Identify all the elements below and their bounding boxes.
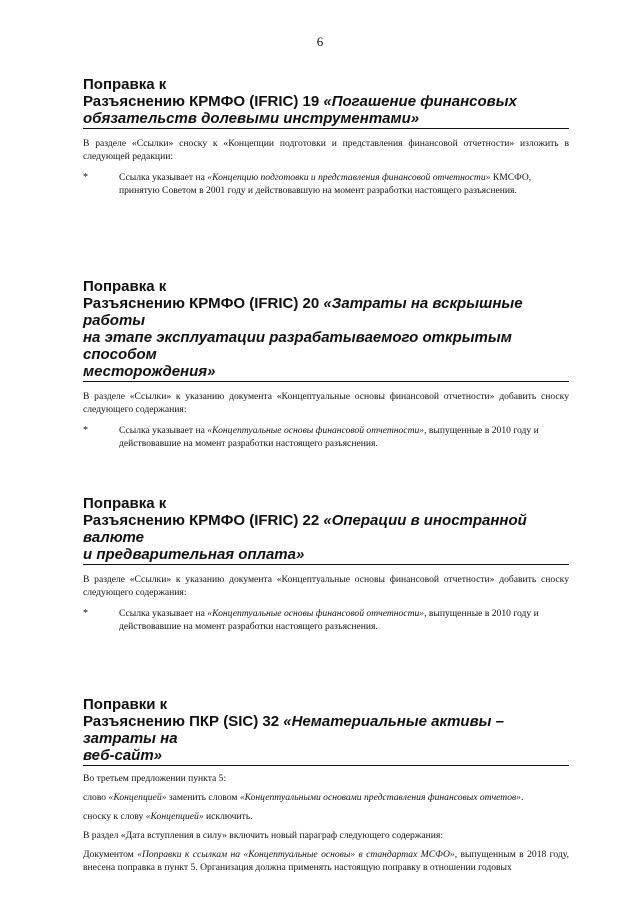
heading-title: «Нематериальные активы – затраты на — [83, 713, 504, 747]
heading-line — [83, 512, 569, 546]
heading-title-cont: веб-сайт» — [83, 747, 163, 764]
text-run-italic: «Поправки к ссылкам на «Концептуальные основы» в стандартах МСФО» — [137, 849, 455, 860]
section-heading — [83, 278, 569, 382]
text-run-italic: «Концептуальными основами представления финансовых отчетов» — [239, 792, 521, 803]
footnote-text-post: КМСФО, принятую Советом в 2001 году и действовавшую на момент разработки настоящего разъяснения. — [119, 172, 532, 196]
text-run: Документом — [83, 849, 138, 860]
footnote-item — [83, 171, 569, 197]
amendment-paragraph: В раздел «Дата вступления в силу» включить новый параграф следующего содержания: — [83, 830, 444, 841]
heading-line: Поправка к — [83, 278, 167, 295]
footnote-item — [83, 424, 569, 450]
heading-line: Поправка к — [83, 495, 167, 512]
section-ifric-19 — [83, 76, 569, 197]
section-sic-32 — [83, 696, 569, 874]
intro-paragraph: В разделе «Ссылки» к указанию документа «Концептуальные основы финансовой отчетности» добавить сноску следующего содержания: — [83, 574, 569, 598]
heading-line: Поправки к — [83, 696, 168, 713]
section-ifric-20 — [83, 278, 569, 450]
footnote-text — [119, 607, 569, 633]
heading-title-cont: на этапе эксплуатации разрабатываемого открытым способом — [83, 329, 512, 363]
footnote-item — [83, 607, 569, 633]
amendment-paragraph: Во третьем предложении пункта 5: — [83, 773, 227, 784]
section-heading — [83, 696, 569, 766]
heading-plain: Разъяснению КРМФО (IFRIC) 19 — [83, 93, 324, 110]
heading-title: «Затраты на вскрышные работы — [83, 295, 523, 329]
text-run: исключить. — [203, 811, 253, 822]
text-run: . — [520, 792, 524, 803]
page-number: 6 — [316, 34, 324, 49]
text-run: , выпущенным в 2018 году, внесена поправка в пункт 5. Организация должна применять настоящую поправку в отношении годовых — [83, 849, 569, 873]
text-run-italic: «Концепцией» — [145, 811, 204, 822]
footnote-text-post: , выпущенные в 2010 году и действовавшие на момент разработки настоящего разъяснения. — [119, 608, 539, 632]
intro-paragraph: В разделе «Ссылки» к указанию документа «Концептуальные основы финансовой отчетности» добавить сноску следующего содержания: — [83, 391, 569, 415]
footnote-text — [119, 171, 569, 197]
footnote-text-italic: «Концептуальные основы финансовой отчетности» — [207, 425, 425, 436]
footnote-marker: * — [83, 425, 88, 436]
heading-plain: Разъяснению КРМФО (IFRIC) 20 — [83, 295, 324, 312]
heading-title-cont: и предварительная оплата» — [83, 546, 305, 563]
heading-line — [83, 93, 569, 110]
footnote-text-italic: «Концептуальные основы финансовой отчетности» — [207, 608, 425, 619]
heading-line — [83, 713, 569, 747]
heading-title: «Погашение финансовых — [323, 93, 517, 110]
heading-title: «Операции в иностранной валюте — [83, 512, 527, 546]
footnote-text-pre: Ссылка указывает на — [119, 172, 208, 183]
intro-paragraph: В разделе «Ссылки» сноску к «Концепции подготовки и представления финансовой отчетности» изложить в следующей редакции: — [83, 138, 569, 162]
section-heading — [83, 495, 569, 565]
heading-title-cont: месторождения» — [83, 363, 216, 380]
footnote-marker: * — [83, 608, 88, 619]
section-heading — [83, 76, 569, 129]
footnote-text-italic: «Концепцию подготовки и представления финансовой отчетности» — [207, 172, 491, 183]
heading-plain: Разъяснению ПКР (SIC) 32 — [83, 713, 284, 730]
footnote-text-post: , выпущенные в 2010 году и действовавшие на момент разработки настоящего разъяснения. — [119, 425, 539, 449]
amendment-paragraph — [83, 848, 569, 874]
text-run: заменить словом — [166, 792, 240, 803]
amendment-paragraph — [83, 791, 569, 804]
heading-plain: Разъяснению КРМФО (IFRIC) 22 — [83, 512, 324, 529]
footnote-text — [119, 424, 569, 450]
heading-line: Поправка к — [83, 76, 167, 93]
footnote-text-pre: Ссылка указывает на — [119, 608, 208, 619]
amendment-paragraph — [83, 810, 569, 823]
footnote-marker: * — [83, 172, 88, 183]
section-ifric-22 — [83, 495, 569, 633]
footnote-text-pre: Ссылка указывает на — [119, 425, 208, 436]
text-run: сноску к слову — [83, 811, 146, 822]
text-run-italic: «Концепцией» — [108, 792, 167, 803]
text-run: слово — [83, 792, 109, 803]
heading-line — [83, 295, 569, 329]
heading-title-cont: обязательств долевыми инструментами» — [83, 110, 420, 127]
